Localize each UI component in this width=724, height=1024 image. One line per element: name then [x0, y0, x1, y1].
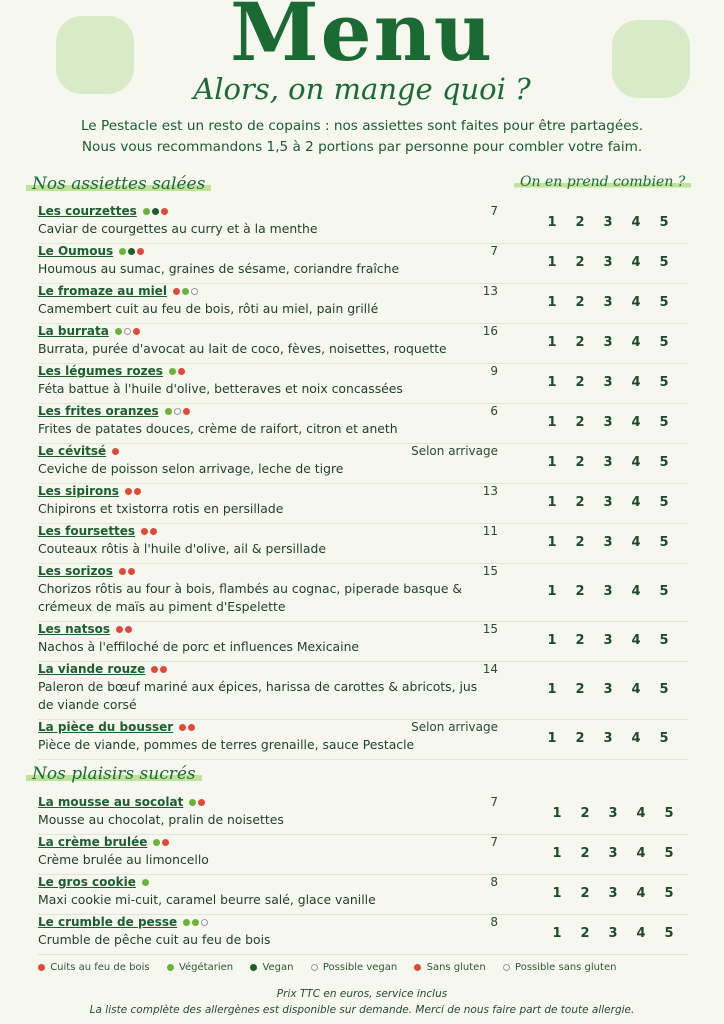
- dish-name: [38, 484, 143, 498]
- portion-count: 2: [580, 926, 590, 941]
- savory-item: [38, 444, 688, 484]
- dish-description: Frites de patates douces, crème de raifort, citron et aneth: [38, 421, 398, 436]
- dish-description: Paleron de bœuf mariné aux épices, harissa de carottes & abricots, jus de viande corsé: [38, 679, 478, 712]
- diet-dot-icon: [178, 368, 185, 375]
- portion-count: 5: [664, 806, 674, 821]
- diet-dot-icon: [116, 626, 123, 633]
- diet-icons: [119, 244, 146, 258]
- savory-section-title: Nos assiettes salées: [26, 174, 211, 194]
- dish-name-text: Les sorizos: [38, 564, 113, 578]
- diet-icons: [169, 364, 187, 378]
- portion-count: 5: [659, 731, 669, 746]
- dish-description: Chorizos rôtis au four à bois, flambés au cognac, piperade basque & crémeux de maïs au piment d'Espelette: [38, 581, 463, 614]
- diet-icons: [179, 720, 197, 734]
- portion-count: 1: [552, 926, 562, 941]
- dish-name: [38, 404, 192, 418]
- legend-vegan: Vegan: [250, 962, 293, 973]
- dish-price: 7: [490, 204, 498, 218]
- savory-item: [38, 244, 688, 284]
- diet-dot-icon: [143, 208, 150, 215]
- dish-description: Crème brulée au limoncello: [38, 852, 209, 867]
- dish-description: Crumble de pêche cuit au feu de bois: [38, 932, 271, 947]
- diet-dot-icon: [133, 328, 140, 335]
- portion-count: 1: [547, 375, 557, 390]
- diet-dot-icon: [179, 724, 186, 731]
- portion-count: 3: [603, 335, 613, 350]
- portion-count: 2: [575, 584, 585, 599]
- portion-count: 3: [603, 495, 613, 510]
- portion-count: 4: [631, 682, 641, 697]
- diet-dot-icon: [141, 528, 148, 535]
- dish-description: Féta battue à l'huile d'olive, betteraves et noix concassées: [38, 381, 403, 396]
- portion-selector: [538, 633, 678, 648]
- portion-count: 3: [603, 415, 613, 430]
- savory-item: [38, 324, 688, 364]
- portion-count: 5: [659, 215, 669, 230]
- dish-name-text: Les natsos: [38, 622, 111, 636]
- dish-name-text: Les sipirons: [38, 484, 119, 498]
- diet-dot-icon: [142, 879, 149, 886]
- diet-icons: [183, 915, 210, 929]
- portion-count: 1: [547, 255, 557, 270]
- sweet-item: [38, 915, 688, 955]
- dish-description: Chipirons et txistorra rotis en persillade: [38, 501, 284, 516]
- portion-count: 4: [631, 255, 641, 270]
- dish-description: Maxi cookie mi-cuit, caramel beurre salé, glace vanille: [38, 892, 376, 907]
- portion-count: 2: [575, 335, 585, 350]
- dish-name: [38, 444, 121, 458]
- dish-name-text: Le gros cookie: [38, 875, 136, 889]
- savory-item: [38, 662, 688, 720]
- dish-name: [38, 284, 200, 298]
- savory-item: [38, 204, 688, 244]
- portion-count: 2: [575, 731, 585, 746]
- diet-icons: [116, 622, 134, 636]
- diet-dot-icon: [128, 568, 135, 575]
- portion-count: 5: [659, 455, 669, 470]
- portion-selector: [543, 806, 683, 821]
- diet-dot-icon: [112, 448, 119, 455]
- dish-name: [38, 662, 169, 676]
- diet-dot-icon: [189, 799, 196, 806]
- portion-count: 5: [659, 415, 669, 430]
- portion-count: 1: [552, 886, 562, 901]
- portion-count: 5: [664, 886, 674, 901]
- dish-name: [38, 204, 170, 218]
- portion-count: 5: [659, 375, 669, 390]
- diet-dot-icon: [183, 408, 190, 415]
- dish-name-text: Les foursettes: [38, 524, 136, 538]
- diet-dot-icon: [160, 666, 167, 673]
- legend-wood-fire: Cuits au feu de bois: [38, 962, 150, 973]
- portion-count: 3: [603, 375, 613, 390]
- portion-selector: [538, 295, 678, 310]
- diet-icons: [115, 324, 142, 338]
- dish-name-text: Les courzettes: [38, 204, 137, 218]
- diet-dot-icon: [198, 799, 205, 806]
- portion-count: 5: [659, 633, 669, 648]
- portion-count: 2: [575, 535, 585, 550]
- diet-dot-icon: [119, 568, 126, 575]
- portion-selector: [543, 926, 683, 941]
- how-many-title: On en prend combien ?: [514, 174, 691, 190]
- portion-count: 2: [575, 682, 585, 697]
- portion-count: 3: [603, 455, 613, 470]
- diet-dot-icon: [115, 328, 122, 335]
- dish-name: [38, 364, 187, 378]
- portion-selector: [538, 584, 678, 599]
- portion-count: 4: [631, 215, 641, 230]
- dish-price: 15: [482, 564, 498, 578]
- possible-vegan-icon: [311, 964, 318, 971]
- dish-description: Pièce de viande, pommes de terres grenaille, sauce Pestacle: [38, 737, 415, 752]
- savory-item: [38, 404, 688, 444]
- portion-count: 3: [603, 584, 613, 599]
- portion-count: 4: [636, 926, 646, 941]
- portion-count: 4: [631, 731, 641, 746]
- dish-name-text: La mousse au socolat: [38, 795, 184, 809]
- portion-count: 5: [664, 926, 674, 941]
- footer-line-2: La liste complète des allergènes est disponible sur demande. Merci de nous faire part de toute allergie.: [89, 1004, 635, 1016]
- diet-icons: [143, 204, 170, 218]
- savory-item: [38, 564, 688, 622]
- legend-gluten-free: Sans gluten: [414, 962, 485, 973]
- dish-price: 14: [482, 662, 498, 676]
- portion-count: 4: [631, 633, 641, 648]
- diet-dot-icon: [191, 288, 198, 295]
- menu-title: Menu: [230, 0, 494, 79]
- portion-count: 4: [631, 584, 641, 599]
- diet-dot-icon: [150, 528, 157, 535]
- diet-icons: [173, 284, 200, 298]
- portion-count: 1: [552, 846, 562, 861]
- portion-count: 4: [631, 335, 641, 350]
- menu-subtitle: Alors, on mange quoi ?: [193, 72, 531, 106]
- diet-icons: [112, 444, 121, 458]
- portion-count: 5: [659, 335, 669, 350]
- dish-price: 16: [482, 324, 498, 338]
- dish-description: Houmous au sumac, graines de sésame, coriandre fraîche: [38, 261, 400, 276]
- portion-count: 1: [547, 215, 557, 230]
- portion-count: 2: [575, 633, 585, 648]
- portion-count: 4: [636, 846, 646, 861]
- legend-possible-gluten-free: Possible sans gluten: [503, 962, 617, 973]
- portion-count: 5: [664, 846, 674, 861]
- savory-item: [38, 284, 688, 324]
- savory-item: [38, 484, 688, 524]
- diet-icons: [189, 795, 207, 809]
- diet-dot-icon: [125, 488, 132, 495]
- diet-dot-icon: [128, 248, 135, 255]
- dish-name-text: Le cévitsé: [38, 444, 107, 458]
- savory-item: [38, 720, 688, 760]
- portion-selector: [538, 682, 678, 697]
- diet-dot-icon: [162, 839, 169, 846]
- dish-price: 8: [490, 875, 498, 889]
- portion-count: 3: [608, 846, 618, 861]
- gluten-free-icon: [414, 964, 421, 971]
- dish-name: [38, 835, 171, 849]
- portion-count: 4: [631, 295, 641, 310]
- dish-description: Camembert cuit au feu de bois, rôti au miel, pain grillé: [38, 301, 379, 316]
- portion-selector: [538, 415, 678, 430]
- dish-price: 7: [490, 244, 498, 258]
- dish-price: 6: [490, 404, 498, 418]
- dish-price: Selon arrivage: [411, 444, 498, 458]
- dish-name: [38, 324, 142, 338]
- portion-count: 1: [547, 495, 557, 510]
- portion-count: 3: [603, 255, 613, 270]
- portion-count: 2: [575, 255, 585, 270]
- diet-dot-icon: [151, 666, 158, 673]
- diet-icons: [153, 835, 171, 849]
- sweet-item: [38, 875, 688, 915]
- dish-name: [38, 795, 207, 809]
- portion-count: 1: [547, 415, 557, 430]
- portion-count: 5: [659, 495, 669, 510]
- diet-dot-icon: [182, 288, 189, 295]
- portion-selector: [538, 375, 678, 390]
- diet-dot-icon: [169, 368, 176, 375]
- savory-item: [38, 524, 688, 564]
- portion-count: 2: [575, 455, 585, 470]
- footer: [0, 986, 724, 1018]
- dish-description: Burrata, purée d'avocat au lait de coco, fèves, noisettes, roquette: [38, 341, 447, 356]
- possible-gluten-free-icon: [503, 964, 510, 971]
- savory-item: [38, 622, 688, 662]
- portion-count: 5: [659, 295, 669, 310]
- portion-selector: [543, 886, 683, 901]
- diet-dot-icon: [183, 919, 190, 926]
- portion-selector: [538, 455, 678, 470]
- dish-price: 9: [490, 364, 498, 378]
- portion-count: 1: [547, 731, 557, 746]
- portion-count: 2: [575, 295, 585, 310]
- dish-name: [38, 720, 197, 734]
- portion-count: 5: [659, 535, 669, 550]
- dish-name-text: Le fromaze au miel: [38, 284, 167, 298]
- portion-selector: [538, 535, 678, 550]
- portion-count: 2: [575, 415, 585, 430]
- dish-description: Caviar de courgettes au curry et à la menthe: [38, 221, 318, 236]
- portion-selector: [543, 846, 683, 861]
- dish-description: Mousse au chocolat, pralin de noisettes: [38, 812, 284, 827]
- dish-name-text: La crème brulée: [38, 835, 148, 849]
- diet-dot-icon: [153, 839, 160, 846]
- dish-price: 13: [482, 284, 498, 298]
- portion-count: 3: [603, 633, 613, 648]
- dish-description: Ceviche de poisson selon arrivage, leche de tigre: [38, 461, 344, 476]
- diet-icons: [125, 484, 143, 498]
- dish-name: [38, 244, 146, 258]
- diet-dot-icon: [161, 208, 168, 215]
- diet-dot-icon: [152, 208, 159, 215]
- portion-selector: [538, 335, 678, 350]
- dish-name-text: Les légumes rozes: [38, 364, 163, 378]
- legend: [38, 962, 630, 973]
- dish-name: [38, 875, 151, 889]
- vegan-icon: [250, 964, 257, 971]
- savory-item: [38, 364, 688, 404]
- portion-count: 1: [552, 806, 562, 821]
- portion-count: 3: [603, 731, 613, 746]
- portion-count: 5: [659, 682, 669, 697]
- sweet-item: [38, 835, 688, 875]
- dish-price: 15: [482, 622, 498, 636]
- dish-name-text: Les frites oranzes: [38, 404, 159, 418]
- diet-icons: [119, 564, 137, 578]
- dish-name-text: La burrata: [38, 324, 109, 338]
- sweet-item: [38, 795, 688, 835]
- diet-dot-icon: [134, 488, 141, 495]
- dish-price: 11: [482, 524, 498, 538]
- dish-description: Nachos à l'effiloché de porc et influences Mexicaine: [38, 639, 360, 654]
- portion-count: 3: [603, 215, 613, 230]
- diet-icons: [142, 875, 151, 889]
- diet-icons: [165, 404, 192, 418]
- dish-name-text: Le Oumous: [38, 244, 114, 258]
- intro-text: [20, 116, 704, 158]
- diet-dot-icon: [174, 408, 181, 415]
- portion-count: 2: [580, 886, 590, 901]
- portion-count: 4: [631, 535, 641, 550]
- dish-name-text: Le crumble de pesse: [38, 915, 178, 929]
- portion-count: 3: [608, 886, 618, 901]
- portion-count: 1: [547, 633, 557, 648]
- portion-selector: [538, 255, 678, 270]
- diet-dot-icon: [201, 919, 208, 926]
- portion-count: 2: [575, 215, 585, 230]
- intro-line-1: Le Pestacle est un resto de copains : nos assiettes sont faites pour être partagées.: [80, 118, 644, 134]
- dish-name: [38, 564, 137, 578]
- portion-count: 2: [580, 846, 590, 861]
- portion-count: 3: [608, 806, 618, 821]
- portion-count: 4: [631, 455, 641, 470]
- portion-count: 3: [603, 535, 613, 550]
- dish-price: 8: [490, 915, 498, 929]
- dish-name-text: La viande rouze: [38, 662, 146, 676]
- portion-count: 2: [575, 375, 585, 390]
- diet-dot-icon: [119, 248, 126, 255]
- wood-fire-icon: [38, 964, 45, 971]
- dish-description: Couteaux rôtis à l'huile d'olive, ail & persillade: [38, 541, 326, 556]
- portion-count: 1: [547, 682, 557, 697]
- intro-line-2: Nous vous recommandons 1,5 à 2 portions par personne pour combler votre faim.: [81, 139, 643, 155]
- portion-count: 4: [636, 886, 646, 901]
- portion-selector: [538, 215, 678, 230]
- portion-count: 4: [631, 375, 641, 390]
- diet-dot-icon: [188, 724, 195, 731]
- diet-dot-icon: [125, 626, 132, 633]
- portion-count: 3: [608, 926, 618, 941]
- dish-name-text: La pièce du bousser: [38, 720, 174, 734]
- legend-vegetarian: Végétarien: [167, 962, 233, 973]
- diet-icons: [141, 524, 159, 538]
- portion-count: 5: [659, 584, 669, 599]
- portion-count: 1: [547, 295, 557, 310]
- dish-price: 13: [482, 484, 498, 498]
- dish-price: 7: [490, 795, 498, 809]
- portion-selector: [538, 495, 678, 510]
- portion-count: 5: [659, 255, 669, 270]
- diet-dot-icon: [192, 919, 199, 926]
- portion-count: 2: [575, 495, 585, 510]
- vegetarian-icon: [167, 964, 174, 971]
- portion-count: 3: [603, 295, 613, 310]
- dish-price: 7: [490, 835, 498, 849]
- sweet-section-title: Nos plaisirs sucrés: [26, 764, 202, 784]
- portion-count: 1: [547, 535, 557, 550]
- portion-count: 2: [580, 806, 590, 821]
- diet-icons: [151, 662, 169, 676]
- portion-count: 3: [603, 682, 613, 697]
- dish-name: [38, 622, 134, 636]
- portion-count: 1: [547, 455, 557, 470]
- portion-count: 1: [547, 584, 557, 599]
- diet-dot-icon: [173, 288, 180, 295]
- footer-line-1: Prix TTC en euros, service inclus: [276, 988, 448, 1000]
- portion-count: 4: [631, 415, 641, 430]
- portion-count: 1: [547, 335, 557, 350]
- portion-count: 4: [636, 806, 646, 821]
- diet-dot-icon: [124, 328, 131, 335]
- diet-dot-icon: [137, 248, 144, 255]
- portion-count: 4: [631, 495, 641, 510]
- dish-name: [38, 915, 210, 929]
- legend-possible-vegan: Possible vegan: [311, 962, 398, 973]
- dish-price: Selon arrivage: [411, 720, 498, 734]
- diet-dot-icon: [165, 408, 172, 415]
- portion-selector: [538, 731, 678, 746]
- dish-name: [38, 524, 159, 538]
